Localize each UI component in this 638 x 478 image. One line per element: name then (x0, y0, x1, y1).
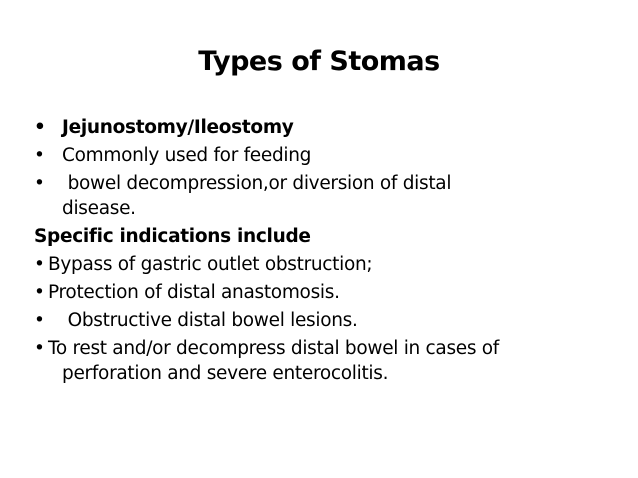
indication-continuation: perforation and severe enterocolitis. (62, 363, 389, 384)
bullet-icon: • (34, 145, 45, 166)
slide-body (34, 114, 624, 388)
bullet-item-feeding (34, 142, 624, 170)
indication-text: Protection of distal anastomosis. (48, 282, 340, 303)
bullet-icon: • (34, 117, 46, 138)
indication-text: Obstructive distal bowel lesions. (62, 310, 358, 331)
indication-text: Bypass of gastric outlet obstruction; (48, 254, 373, 275)
section-heading: Specific indications include (34, 226, 311, 247)
indication-item-obstructive (34, 307, 624, 335)
bullet-icon: • (34, 310, 45, 331)
bullet-icon: • (34, 282, 45, 303)
bullet-item-text: Jejunostomy/Ileostomy (62, 117, 294, 138)
slide-title: Types of Stomas (198, 46, 440, 77)
bullet-item-jejunostomy (34, 114, 624, 142)
bullet-icon: • (34, 338, 45, 359)
indication-item-rest (34, 335, 624, 363)
bullet-item-text: bowel decompression,or diversion of distal (62, 173, 452, 194)
bullet-item-text: Commonly used for feeding (62, 145, 312, 166)
bullet-icon: • (34, 254, 45, 275)
indication-item-anastomosis (34, 279, 624, 307)
indication-item-gastric (34, 251, 624, 279)
indication-text: To rest and/or decompress distal bowel in cases of (48, 338, 500, 359)
bullet-icon: • (34, 173, 45, 194)
bullet-item-continuation: disease. (62, 198, 136, 219)
bullet-item-decompression (34, 170, 624, 198)
